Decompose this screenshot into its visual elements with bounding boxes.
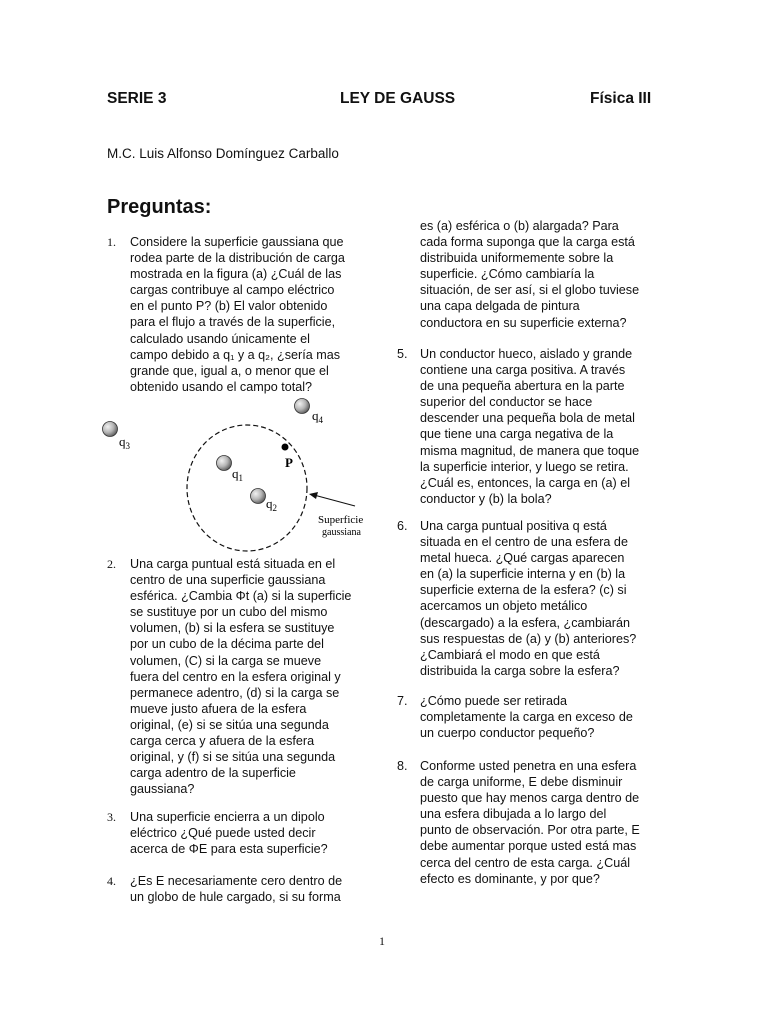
question-number: 6. <box>397 519 408 533</box>
q1-label: $q_1$ <box>232 466 243 483</box>
question-number: 3. <box>107 810 116 824</box>
surface-label-line2: gaussiana <box>322 527 361 538</box>
surface-label-line1: Superficie <box>318 514 364 526</box>
author-name: M.C. Luis Alfonso Domínguez Carballo <box>107 146 339 161</box>
surface-arrow-head <box>309 492 318 499</box>
question-6-text: Una carga puntual positiva q está situada en el centro de una esfera de metal hueca. ¿Qué cargas aparecen en (a) la superficie interna y en (b) la superficie externa de la esfera? (c) si acercamos un objeto metálico (descargado) a la esfera, ¿cambiarán sus respuestas de (a) y (b) anteriores? ¿Cambiará el modo en que está distribuida la carga sobre la esfera? <box>420 519 637 678</box>
charge-q3 <box>103 422 118 437</box>
course-label: Física III <box>590 90 652 107</box>
point-p <box>282 444 289 451</box>
question-number: 8. <box>397 759 408 773</box>
question-7-text: ¿Cómo puede ser retirada completamente la carga en exceso de un cuerpo conductor pequeño? <box>420 694 633 741</box>
question-number: 2. <box>107 557 116 571</box>
question-number: 4. <box>107 874 116 888</box>
q2-label: $q_2$ <box>266 496 277 513</box>
question-3-text: Una superficie encierra a un dipolo eléctrico ¿Qué puede usted decir acerca de ΦE para esta superficie? <box>130 810 328 857</box>
series-label: SERIE 3 <box>107 90 167 107</box>
question-2-text: Una carga puntual está situada en el centro de una superficie gaussiana esférica. ¿Cambia Φt (a) si la superficie se sustituye por un cubo del mismo volumen, (b) si la esfera se sustituye por un cubo de la décima parte del volumen, (C) si la carga se mueve fuera del centro en la esfera original y permanece adentro, (d) si la carga se mueve justo afuera de la esfera original, (e) si se sitúa una segunda carga cerca y afuera de la esfera original, y (f) si se sitúa una segunda carga adentro de la superficie gaussiana? <box>130 557 352 797</box>
question-5-text: Un conductor hueco, aislado y grande contiene una carga positiva. A través de una pequeña abertura en la parte superior del conductor se hace descender una pequeña bola de metal que tiene una carga negativa de la misma magnitud, de manera que toque la superficie interior, y luego se retira. ¿Cuál es, entonces, la carga en (a) el conductor y (b) la bola? <box>420 347 640 506</box>
section-heading: Preguntas: <box>107 196 212 218</box>
question-8-text: Conforme usted penetra en una esfera de carga uniforme, E debe disminuir puesto que hay menos carga dentro de una esfera dibujada a lo largo del punto de observación. Por otra parte, E debe aumentar porque usted está mas cerca del centro de esta carga. ¿Cuál efecto es dominante, y por que? <box>420 759 640 886</box>
question-number: 1. <box>107 235 116 249</box>
q3-label: $q_3$ <box>119 434 130 451</box>
question-number: 5. <box>397 347 408 361</box>
gaussian-surface <box>187 425 307 551</box>
question-4-text-part1: ¿Es E necesariamente cero dentro de un globo de hule cargado, si su forma <box>130 874 343 905</box>
charge-q2 <box>251 489 266 504</box>
gaussian-surface-figure <box>96 394 386 556</box>
q4-label: $q_4$ <box>312 408 323 425</box>
surface-arrow <box>314 495 355 506</box>
page-number: 1 <box>379 934 385 948</box>
question-4-text-part2: es (a) esférica o (b) alargada? Para cada forma suponga que la carga está distribuida uniformemente sobre la superficie. ¿Cómo cambiaría la situación, de ser así, si el globo tuviese una capa delgada de pintura conductora en su superficie externa? <box>420 219 640 330</box>
question-number: 7. <box>397 694 408 708</box>
charge-q4 <box>295 399 310 414</box>
document-title: LEY DE GAUSS <box>340 90 456 107</box>
charge-q1 <box>217 456 232 471</box>
point-p-label: P <box>285 455 293 470</box>
question-1-text: Considere la superficie gaussiana que rodea parte de la distribución de carga mostrada en la figura (a) ¿Cuál de las cargas contribuye al campo eléctrico en el punto P? (b) El valor obtenido para el flujo a través de la superficie, calculado usando únicamente el campo debido a q₁ y a q₂, ¿sería mas grande que, igual a, o menor que el obtenido usando el campo total? <box>130 235 345 394</box>
